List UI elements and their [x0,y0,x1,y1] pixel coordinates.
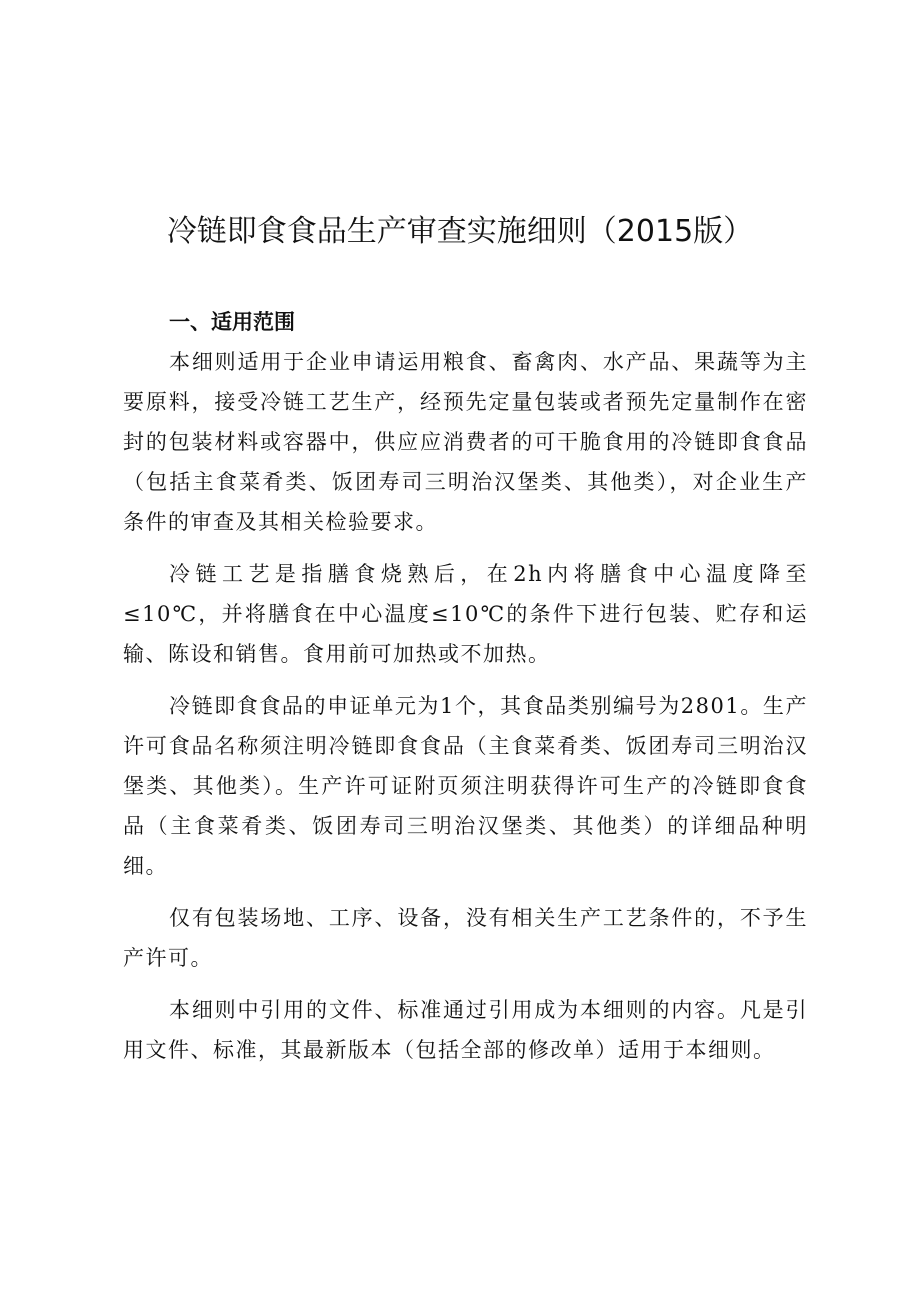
paragraph-referenced-standards: 本细则中引用的文件、标准通过引用成为本细则的内容。凡是引用文件、标准，其最新版本（包括全部的修改单）适用于本细则。 [123,998,808,1062]
document-body [123,302,808,1082]
paragraph-cold-chain-process: 冷链工艺是指膳食烧熟后，在2h内将膳食中心温度降至≤10℃，并将膳食在中心温度≤10℃的条件下进行包装、贮存和运输、陈设和销售。食用前可加热或不加热。 [123,562,808,666]
paragraph-certification-unit: 冷链即食食品的申证单元为1个，其食品类别编号为2801。生产许可食品名称须注明冷链即食食品（主食菜肴类、饭团寿司三明治汉堡类、其他类）。生产许可证附页须注明获得许可生产的冷链即食食品（主食菜肴类、饭团寿司三明治汉堡类、其他类）的详细品种明细。 [123,694,808,878]
document-title: 冷链即食食品生产审查实施细则（2015版） [166,214,754,249]
section-heading-scope: 一、适用范围 [169,310,295,334]
paragraph-scope: 本细则适用于企业申请运用粮食、畜禽肉、水产品、果蔬等为主要原料，接受冷链工艺生产，经预先定量包装或者预先定量制作在密封的包装材料或容器中，供应应消费者的可干脆食用的冷链即食食品（包括主食菜肴类、饭团寿司三明治汉堡类、其他类），对企业生产条件的审查及其相关检验要求。 [123,350,808,534]
paragraph-packaging-only: 仅有包装场地、工序、设备，没有相关生产工艺条件的，不予生产许可。 [123,906,808,970]
